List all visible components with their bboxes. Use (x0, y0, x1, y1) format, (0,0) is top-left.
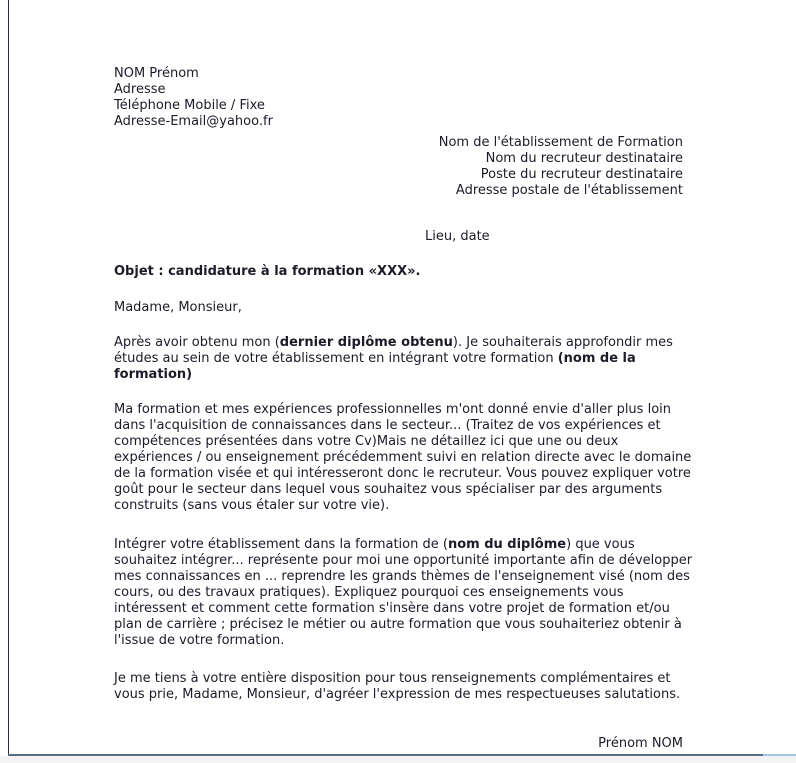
paragraph-motivation: Intégrer votre établissement dans la formation de (nom du diplôme) que vous souhaitez intégrer... représente pour moi une opportunité importante afin de développer mes connaissances en ... reprendre les grands thèmes de l'enseignement visé (nom des cours, ou des travaux pratiques). Expliquez pourquoi ces enseignements vous intéressent et comment cette formation s'insère dans votre projet de formation et/ou plan de carrière ; précisez le métier ou autre formation que vous souhaiteriez obtenir à l'issue de votre formation. (114, 537, 693, 648)
recipient-position-line: Poste du recruteur destinataire (480, 167, 683, 182)
place-date-line: Lieu, date (425, 229, 490, 244)
paragraph-diploma: Après avoir obtenu mon (dernier diplôme obtenu). Je souhaiterais approfondir mes études au sein de votre établissement en intégrant votre formation (nom de la formation) (114, 335, 673, 382)
recipient-name-line: Nom du recruteur destinataire (485, 151, 683, 166)
paragraph-experience: Ma formation et mes expériences professionnelles m'ont donné envie d'aller plus loin dans l'acquisition de connaissances dans le secteur... (Traitez de vos expériences et compétences présentées dans votre Cv)Mais ne détaillez ici que une ou deux expériences / ou enseignement précédemment suivi en relation directe avec le domaine de la formation visée et qui intéresseront donc le recruteur. Vous pouvez expliquer votre goût pour le secteur dans lequel vous souhaitez vous spécialiser par des arguments construits (sans vous étaler sur votre vie). (114, 402, 692, 513)
paragraph-closing: Je me tiens à votre entière disposition pour tous renseignements complémentaires et vous prie, Madame, Monsieur, d'agréer l'expression de mes respectueuses salutations. (114, 671, 681, 702)
footer-strip (0, 756, 796, 763)
page-left-border (8, 0, 9, 755)
subject-line: Objet : candidature à la formation «XXX». (114, 264, 421, 279)
signature-line: Prénom NOM (598, 736, 683, 751)
recipient-postal-line: Adresse postale de l'établissement (455, 183, 683, 198)
recipient-block (439, 135, 683, 199)
salutation-line: Madame, Monsieur, (114, 300, 242, 315)
sender-name-line: NOM Prénom (114, 66, 199, 81)
sender-phone-line: Téléphone Mobile / Fixe (114, 98, 265, 113)
sender-block (114, 66, 273, 130)
sender-address-line: Adresse (114, 82, 166, 97)
sender-email-line: Adresse-Email@yahoo.fr (114, 114, 273, 129)
recipient-institution-line: Nom de l'établissement de Formation (438, 135, 683, 150)
